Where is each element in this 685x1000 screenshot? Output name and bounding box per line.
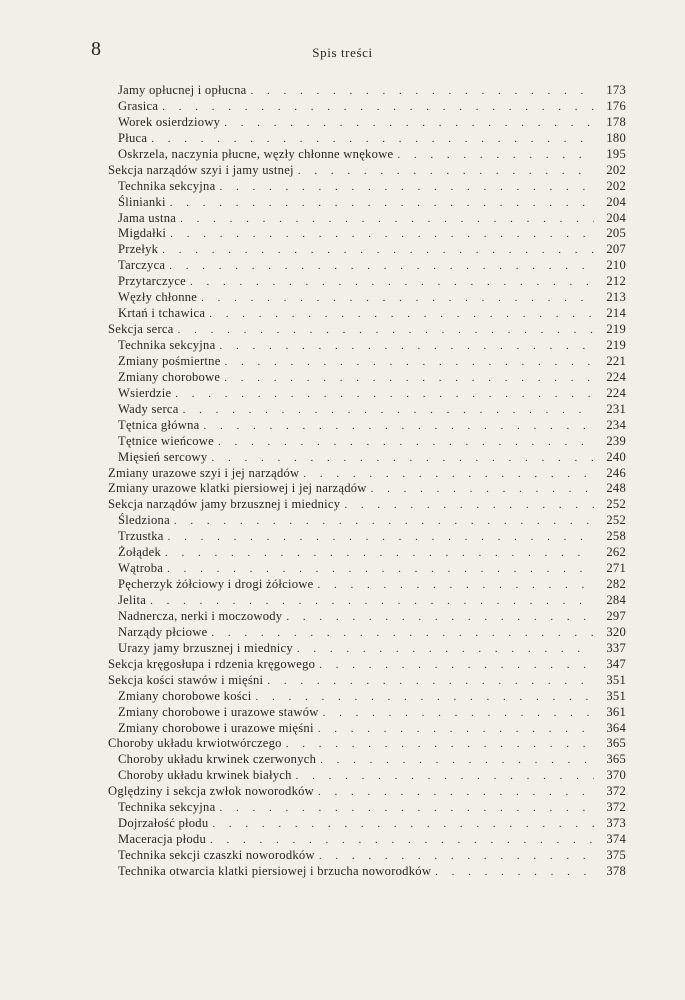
toc-entry-title: Sekcja kręgosłupa i rdzenia kręgowego <box>108 656 316 671</box>
toc-entry-title: Technika otwarcia klatki piersiowej i brzucha noworodków <box>118 863 432 878</box>
toc-entry-page: 373 <box>606 816 626 831</box>
dot-leader <box>169 259 594 275</box>
toc-entry-page: 231 <box>606 401 626 416</box>
dot-leader <box>178 323 594 339</box>
toc-entry <box>108 418 626 434</box>
toc-entry <box>108 226 626 242</box>
toc-entry-page: 337 <box>606 640 626 655</box>
toc-entry-title: Zmiany chorobowe <box>118 369 221 384</box>
toc-entry-page: 173 <box>606 83 626 97</box>
toc-entry-page: 224 <box>606 385 626 400</box>
toc-entry-title: Nadnercza, nerki i moczowody <box>118 608 283 623</box>
toc-entry <box>108 274 626 290</box>
toc-entry-title: Jelita <box>118 593 147 607</box>
toc-entry-title: Śledziona <box>118 513 170 528</box>
toc-entry-page: 364 <box>606 720 626 735</box>
toc-entry <box>108 864 626 880</box>
dot-leader <box>319 658 594 674</box>
dot-leader <box>286 737 594 753</box>
dot-leader <box>219 801 594 817</box>
dot-leader <box>286 610 594 626</box>
dot-leader <box>256 690 594 706</box>
toc-entry <box>108 800 626 816</box>
toc-entry-page: 195 <box>606 146 626 161</box>
toc-entry-title: Dojrzałość płodu <box>118 816 209 831</box>
toc-entry-page: 361 <box>606 704 626 719</box>
toc-entry-title: Wady serca <box>118 401 179 416</box>
toc-entry-title: Migdałki <box>118 226 167 241</box>
dot-leader <box>219 180 594 196</box>
toc-entry <box>108 99 626 115</box>
dot-leader <box>175 387 594 403</box>
toc-entry-title: Tętnica główna <box>118 417 200 432</box>
toc-entry <box>108 322 626 338</box>
toc-entry-title: Zmiany chorobowe i urazowe stawów <box>118 704 319 719</box>
toc-entry <box>108 736 626 752</box>
toc-entry <box>108 434 626 450</box>
toc-entry-page: 370 <box>606 768 626 783</box>
dot-leader <box>303 467 594 483</box>
toc-entry-page: 282 <box>606 577 626 592</box>
toc-entry-page: 212 <box>606 274 626 289</box>
toc-entry-title: Technika sekcyjna <box>118 178 216 193</box>
toc-entry-page: 214 <box>606 306 626 321</box>
toc-entry <box>108 338 626 354</box>
toc-entry-page: 351 <box>606 688 626 703</box>
dot-leader <box>344 498 594 514</box>
toc-entry-title: Zmiany chorobowe kości <box>118 688 252 703</box>
toc-entry <box>108 402 626 418</box>
toc-entry <box>108 784 626 800</box>
toc-entry-title: Urazy jamy brzusznej i miednicy <box>118 640 293 655</box>
dot-leader <box>318 785 594 801</box>
toc-entry-title: Grasica <box>118 98 159 113</box>
toc-entry <box>108 179 626 195</box>
dot-leader <box>318 722 594 738</box>
toc-entry <box>108 832 626 848</box>
toc-entry-page: 221 <box>606 353 626 368</box>
dot-leader <box>211 451 594 467</box>
toc-entry-title: Oskrzela, naczynia płucne, węzły chłonne wnękowe <box>118 146 394 161</box>
dot-leader <box>323 706 594 722</box>
dot-leader <box>170 227 594 243</box>
toc-entry-title: Sekcja narządów szyi i jamy ustnej <box>108 162 294 177</box>
toc-entry <box>108 147 626 163</box>
toc-entry <box>108 752 626 768</box>
toc-entry-title: Oględziny i sekcja zwłok noworodków <box>108 784 315 799</box>
toc-entry-page: 207 <box>606 242 626 257</box>
toc-entry <box>108 513 626 529</box>
toc-entry-title: Worek osierdziowy <box>118 114 221 129</box>
page-number: 8 <box>91 38 102 60</box>
toc-entry-title: Choroby układu krwiotwórczego <box>108 736 282 751</box>
dot-leader <box>211 626 594 642</box>
toc-entry-title: Przytarczyce <box>118 274 187 289</box>
toc-entry-page: 372 <box>606 784 626 799</box>
toc-entry <box>108 306 626 322</box>
toc-entry-title: Tarczyca <box>118 258 166 273</box>
toc-entry-page: 351 <box>606 672 626 687</box>
toc-entry-page: 258 <box>606 529 626 544</box>
toc-entry <box>108 641 626 657</box>
dot-leader <box>167 562 594 578</box>
toc-entry-title: Pęcherzyk żółciowy i drogi żółciowe <box>118 577 314 592</box>
toc-entry-title: Zmiany urazowe klatki piersiowej i jej narządów <box>108 481 367 496</box>
dot-leader <box>210 833 594 849</box>
dot-leader <box>219 339 594 355</box>
toc-entry-title: Zmiany pośmiertne <box>118 353 221 368</box>
toc-entry-page: 219 <box>606 322 626 337</box>
toc-entry-title: Technika sekcyjna <box>118 800 216 815</box>
toc-entry <box>108 689 626 705</box>
toc-entry <box>108 370 626 386</box>
dot-leader <box>297 642 594 658</box>
toc-entry-title: Zmiany chorobowe i urazowe mięśni <box>118 720 314 735</box>
toc-entry-title: Choroby układu krwinek czerwonych <box>118 752 317 767</box>
toc-entry-title: Zmiany urazowe szyi i jej narządów <box>108 465 300 480</box>
toc-entry <box>108 83 626 99</box>
toc-entry <box>108 386 626 402</box>
toc-entry-page: 234 <box>606 417 626 432</box>
toc-entry-title: Technika sekcji czaszki noworodków <box>118 848 315 862</box>
dot-leader <box>224 116 594 132</box>
toc-entry-page: 224 <box>606 369 626 384</box>
toc-entry-page: 365 <box>606 736 626 751</box>
dot-leader <box>150 594 594 610</box>
dot-leader <box>165 546 594 562</box>
toc-entry <box>108 816 626 832</box>
toc-entry-page: 297 <box>606 608 626 623</box>
toc-entry-page: 180 <box>606 130 626 145</box>
dot-leader <box>162 100 594 116</box>
dot-leader <box>397 148 594 164</box>
toc-entry-page: 246 <box>606 465 626 480</box>
toc-entry-page: 271 <box>606 561 626 576</box>
toc-entry <box>108 561 626 577</box>
dot-leader <box>183 403 594 419</box>
dot-leader <box>203 419 594 435</box>
toc-entry <box>108 593 626 609</box>
toc-entry <box>108 848 626 864</box>
toc-entry-title: Węzły chłonne <box>118 290 198 305</box>
toc-entry <box>108 609 626 625</box>
toc-entry <box>108 163 626 179</box>
toc-entry <box>108 625 626 641</box>
toc-entry <box>108 657 626 673</box>
toc-entry-title: Mięsień sercowy <box>118 449 208 464</box>
toc-entry <box>108 131 626 147</box>
toc-entry-page: 202 <box>606 178 626 193</box>
toc-entry-page: 252 <box>606 513 626 528</box>
toc-entry <box>108 354 626 370</box>
dot-leader <box>201 291 594 307</box>
dot-leader <box>319 849 594 865</box>
toc-entry-page: 262 <box>606 545 626 560</box>
toc-entry <box>108 497 626 513</box>
toc-entry-title: Żołądek <box>118 545 162 560</box>
toc-entry-page: 347 <box>606 656 626 671</box>
toc-entry <box>108 115 626 131</box>
dot-leader <box>225 355 594 371</box>
toc-entry <box>108 290 626 306</box>
running-head: Spis treści <box>312 45 373 60</box>
toc-entry-page: 213 <box>606 290 626 305</box>
toc-entry-page: 365 <box>606 752 626 767</box>
toc-entry-page: 204 <box>606 210 626 225</box>
toc-entry-title: Sekcja narządów jamy brzusznej i miednicy <box>108 497 341 512</box>
toc-entry-title: Tętnice wieńcowe <box>118 433 214 448</box>
dot-leader <box>218 435 594 451</box>
toc-entry <box>108 242 626 258</box>
toc-entry <box>108 481 626 497</box>
toc-entry-title: Jama ustna <box>118 210 177 225</box>
toc-entry-page: 204 <box>606 194 626 209</box>
toc-entry-page: 239 <box>606 433 626 448</box>
dot-leader <box>212 817 594 833</box>
toc-entry-title: Sekcja kości stawów i mięśni <box>108 672 264 687</box>
toc-entry-page: 284 <box>606 593 626 607</box>
toc-entry-page: 372 <box>606 800 626 815</box>
toc-entry-title: Jamy opłucnej i opłucna <box>118 83 247 97</box>
dot-leader <box>267 674 594 690</box>
toc-entry-page: 252 <box>606 497 626 512</box>
toc-entry <box>108 258 626 274</box>
toc-entry <box>108 211 626 227</box>
toc-entry-page: 248 <box>606 481 626 496</box>
dot-leader <box>320 753 594 769</box>
toc-entry-title: Płuca <box>118 130 148 145</box>
dot-leader <box>162 243 594 259</box>
toc-entry-title: Technika sekcyjna <box>118 338 216 352</box>
toc-entry-title: Trzustka <box>118 529 164 544</box>
toc-entry <box>108 466 626 482</box>
dot-leader <box>435 865 594 881</box>
dot-leader <box>168 530 594 546</box>
toc-entry-page: 202 <box>606 162 626 177</box>
toc-entry <box>108 705 626 721</box>
dot-leader <box>190 275 594 291</box>
toc-entry-page: 219 <box>606 338 626 352</box>
toc-entry-title: Przełyk <box>118 242 159 257</box>
toc-entry-page: 240 <box>606 449 626 464</box>
dot-leader <box>151 132 594 148</box>
dot-leader <box>296 769 594 785</box>
dot-leader <box>371 482 594 498</box>
dot-leader <box>174 514 594 530</box>
dot-leader <box>224 371 594 387</box>
toc-entry-title: Choroby układu krwinek białych <box>118 768 292 783</box>
toc-entry <box>108 768 626 784</box>
toc-entry <box>108 450 626 466</box>
toc-entry-title: Wsierdzie <box>118 385 172 400</box>
toc-entry-page: 205 <box>606 226 626 241</box>
toc-entry <box>108 721 626 737</box>
toc-entry-title: Ślinianki <box>118 194 166 209</box>
toc-entry-page: 320 <box>606 624 626 639</box>
dot-leader <box>298 164 594 180</box>
dot-leader <box>251 84 594 100</box>
toc-entry-page: 375 <box>606 848 626 862</box>
toc-entry <box>108 529 626 545</box>
toc-entry-title: Sekcja serca <box>108 322 174 337</box>
dot-leader <box>180 212 594 228</box>
toc-entry <box>108 673 626 689</box>
toc-entry <box>108 577 626 593</box>
toc-entry <box>108 195 626 211</box>
toc-entry-page: 210 <box>606 258 626 273</box>
toc-entry-page: 178 <box>606 114 626 129</box>
toc-entry-title: Krtań i tchawica <box>118 306 206 321</box>
toc-entry-title: Narządy płciowe <box>118 624 208 639</box>
dot-leader <box>318 578 595 594</box>
table-of-contents <box>108 83 626 880</box>
toc-entry-title: Wątroba <box>118 561 164 576</box>
toc-entry-page: 374 <box>606 832 626 847</box>
dot-leader <box>170 196 594 212</box>
toc-entry-title: Maceracja płodu <box>118 832 207 847</box>
toc-entry-page: 378 <box>606 863 626 878</box>
toc-entry-page: 176 <box>606 98 626 113</box>
toc-entry <box>108 545 626 561</box>
dot-leader <box>209 307 594 323</box>
